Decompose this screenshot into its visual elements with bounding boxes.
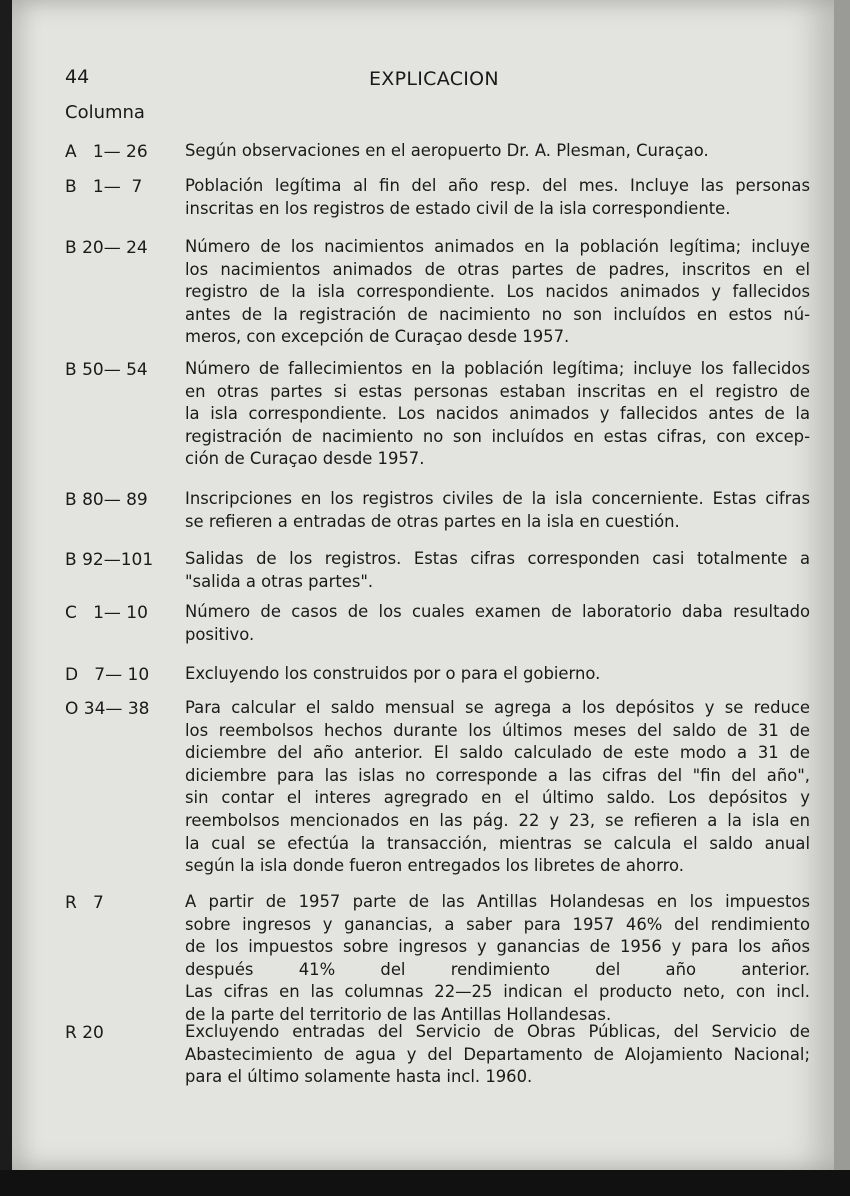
entry-line: Las cifras en las columnas 22—25 indican el producto neto, con incl. bbox=[185, 982, 810, 1002]
entry-line: la isla correspondiente. Los nacidos animados y fallecidos antes de la bbox=[185, 404, 810, 424]
entry-line: Inscripciones en los registros civiles de la isla concerniente. Estas cifras bbox=[185, 489, 810, 508]
entry-code: R 7 bbox=[65, 893, 104, 913]
entry-line: ción de Curaçao desde 1957. bbox=[185, 449, 425, 469]
entry-code: R 20 bbox=[65, 1023, 104, 1043]
entry-text bbox=[185, 1021, 810, 1089]
entry-code: C 1— 10 bbox=[65, 603, 148, 623]
entry-text bbox=[185, 548, 810, 593]
entry-text bbox=[185, 891, 810, 1027]
entry-text bbox=[185, 358, 810, 471]
entry-line: positivo. bbox=[185, 624, 255, 644]
entry-line: Número de casos de los cuales examen de laboratorio daba resultado bbox=[185, 602, 810, 621]
entry-text bbox=[185, 488, 810, 533]
document-page bbox=[12, 0, 834, 1170]
adjacent-page-edge bbox=[834, 0, 850, 1196]
entry-line: la cual se efectúa la transacción, mientras se calcula el saldo anual bbox=[185, 833, 810, 853]
page-title: EXPLICACION bbox=[369, 68, 499, 90]
entry-line: sobre ingresos y ganancias, a saber para 1957 46% del rendimiento bbox=[185, 914, 810, 934]
entry-line: Número de fallecimientos en la población legítima; incluye los fallecidos bbox=[185, 359, 810, 378]
entry-line: de los impuestos sobre ingresos y ganancias de 1956 y para los años bbox=[185, 937, 810, 957]
entry-line: registro de la isla correspondiente. Los nacidos animados y fallecidos bbox=[185, 282, 810, 302]
scan-border bbox=[0, 1170, 850, 1196]
entry-line: Población legítima al fin del año resp. del mes. Incluye las personas bbox=[185, 176, 810, 195]
entry-line: Según observaciones en el aeropuerto Dr. A. Plesman, Curaçao. bbox=[185, 141, 709, 160]
entry-code: B 20— 24 bbox=[65, 238, 148, 258]
entry-line: de la parte del territorio de las Antillas Hollandesas. bbox=[185, 1004, 612, 1024]
entry-line: Excluyendo los construidos por o para el gobierno. bbox=[185, 664, 601, 683]
entry-line: "salida a otras partes". bbox=[185, 571, 374, 591]
entry-line: los reembolsos hechos durante los últimos meses del saldo de 31 de bbox=[185, 720, 810, 740]
entry-line: los nacimientos animados de otras partes de padres, inscritos en el bbox=[185, 259, 810, 279]
page-number: 44 bbox=[65, 66, 90, 88]
entry-text bbox=[185, 140, 810, 163]
entry-text bbox=[185, 236, 810, 349]
entry-line: Para calcular el saldo mensual se agrega a los depósitos y se reduce bbox=[185, 698, 810, 717]
entry-code: B 80— 89 bbox=[65, 490, 148, 510]
entry-line: antes de la registración de nacimiento no son incluídos en estos nú- bbox=[185, 304, 810, 324]
entry-line: Salidas de los registros. Estas cifras corresponden casi totalmente a bbox=[185, 549, 810, 568]
entry-code: B 92—101 bbox=[65, 550, 154, 570]
entry-line: reembolsos mencionados en las pág. 22 y 23, se refieren a la isla en bbox=[185, 810, 810, 830]
entry-line: Número de los nacimientos animados en la población legítima; incluye bbox=[185, 237, 810, 256]
entry-line: sin contar el interes agregrado en el último saldo. Los depósitos y bbox=[185, 788, 810, 808]
entry-line: Excluyendo entradas del Servicio de Obras Públicas, del Servicio de bbox=[185, 1022, 810, 1041]
entry-text bbox=[185, 663, 810, 686]
entry-line: diciembre para las islas no corresponde a las cifras del "fin del año", bbox=[185, 765, 810, 785]
entry-line: para el último solamente hasta incl. 1960. bbox=[185, 1067, 533, 1087]
entry-code: A 1— 26 bbox=[65, 142, 148, 162]
entry-code: B 1— 7 bbox=[65, 177, 143, 197]
entry-line: se refieren a entradas de otras partes en la isla en cuestión. bbox=[185, 511, 680, 531]
entry-code: O 34— 38 bbox=[65, 699, 150, 719]
entry-line: Abastecimiento de agua y del Departamento de Alojamiento Nacional; bbox=[185, 1044, 810, 1064]
entry-text bbox=[185, 601, 810, 646]
entry-line: diciembre del año anterior. El saldo calculado de este modo a 31 de bbox=[185, 743, 810, 763]
column-label: Columna bbox=[65, 102, 145, 123]
entry-code: D 7— 10 bbox=[65, 665, 150, 685]
entry-line: registración de nacimiento no son incluídos en estas cifras, con excep- bbox=[185, 426, 810, 446]
entry-line: inscritas en los registros de estado civil de la isla correspondiente. bbox=[185, 198, 731, 218]
entry-line: después 41% del rendimiento del año anterior. bbox=[185, 959, 810, 979]
entry-line: meros, con excepción de Curaçao desde 1957. bbox=[185, 327, 570, 347]
entry-line: A partir de 1957 parte de las Antillas Holandesas en los impuestos bbox=[185, 892, 810, 911]
entry-text bbox=[185, 697, 810, 878]
entry-line: en otras partes si estas personas estaban inscritas en el registro de bbox=[185, 381, 810, 401]
entry-line: según la isla donde fueron entregados los libretes de ahorro. bbox=[185, 856, 684, 876]
entry-text bbox=[185, 175, 810, 220]
entry-code: B 50— 54 bbox=[65, 360, 148, 380]
